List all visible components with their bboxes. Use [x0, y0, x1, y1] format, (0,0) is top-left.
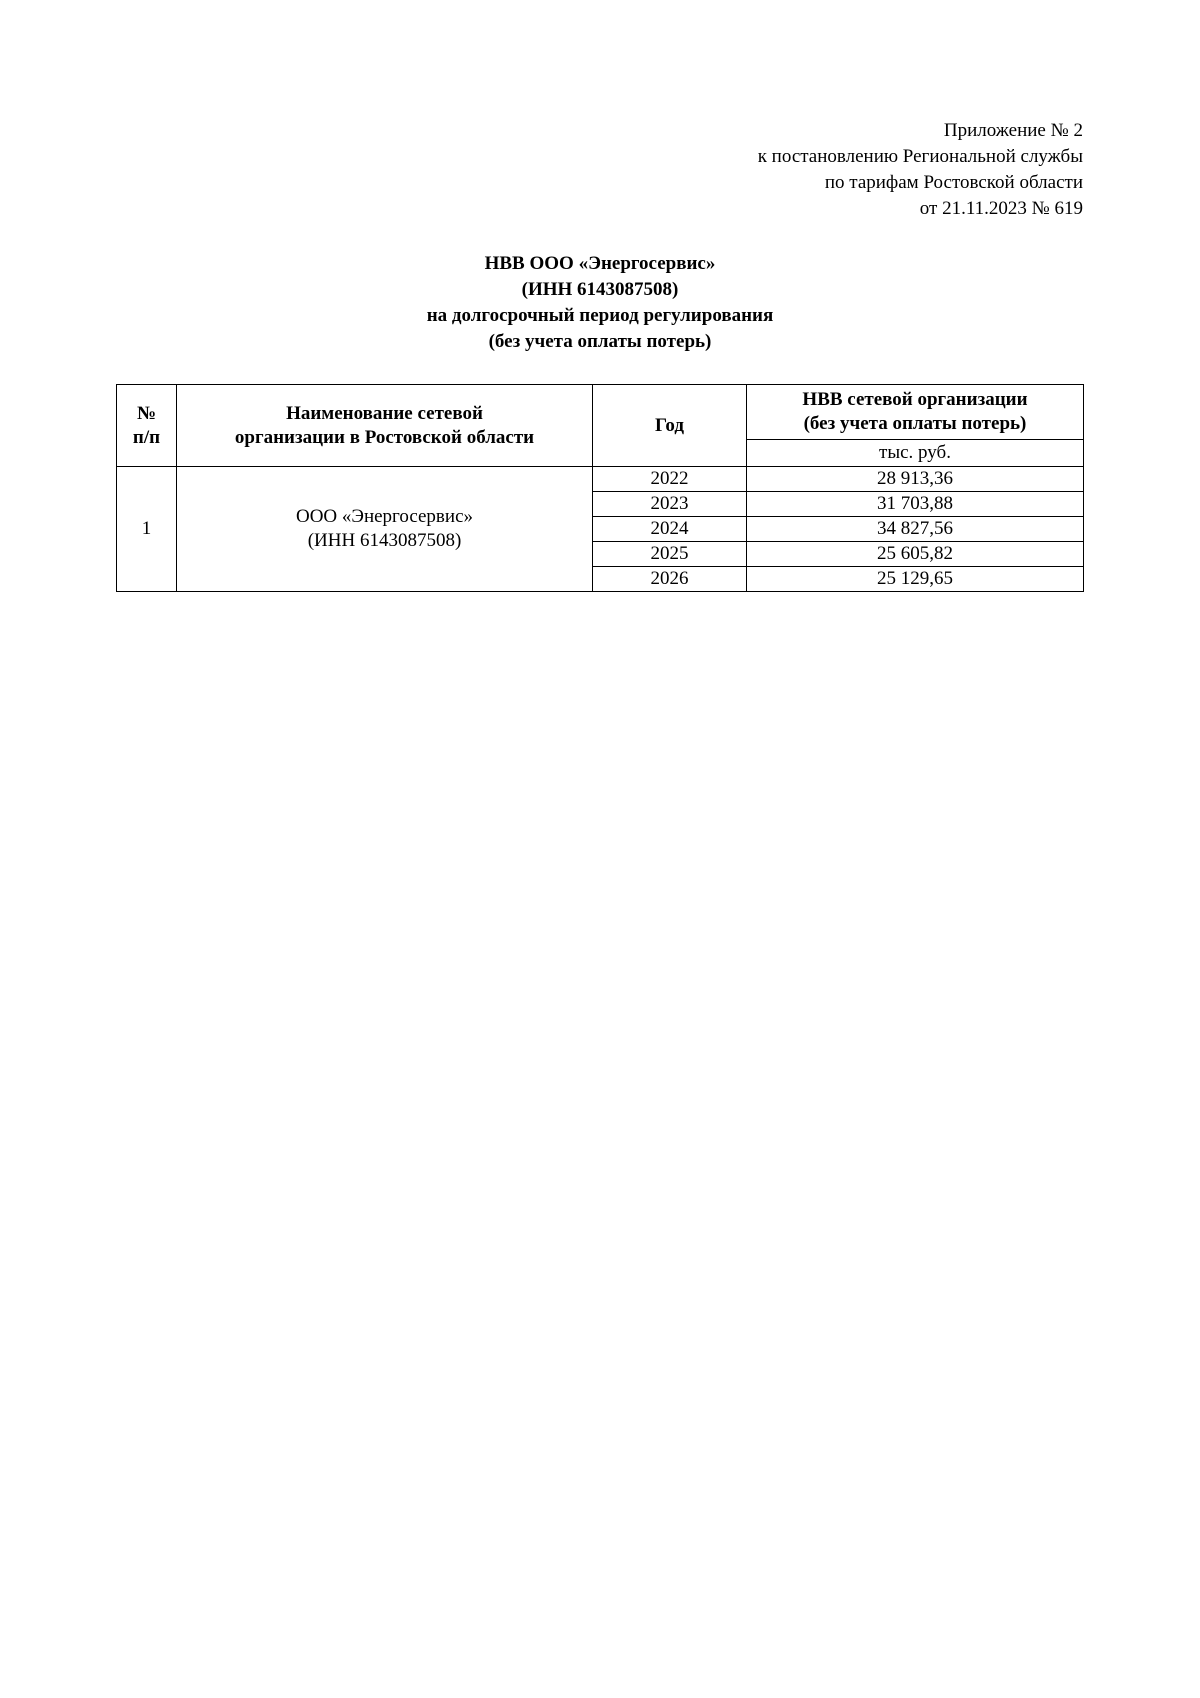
appendix-line: по тарифам Ростовской области [824, 172, 1083, 193]
value-cell: 28 913,36 [747, 467, 1084, 492]
value-cell: 25 129,65 [747, 567, 1084, 592]
row-org-line1: ООО «Энергосервис» [295, 506, 474, 527]
appendix-line: Приложение № 2 [943, 120, 1083, 141]
title-line: (ИНН 6143087508) [521, 279, 679, 300]
year-cell: 2023 [593, 492, 747, 517]
nvv-table [116, 384, 1084, 592]
header-num-line1: № [136, 402, 157, 424]
value-cell: 31 703,88 [747, 492, 1084, 517]
year-cell: 2026 [593, 567, 747, 592]
value-cell: 34 827,56 [747, 517, 1084, 542]
title-line: НВВ ООО «Энергосервис» [484, 253, 716, 274]
appendix-line: от 21.11.2023 № 619 [919, 198, 1083, 219]
header-num-line2: п/п [132, 426, 161, 448]
table-row [117, 467, 1084, 492]
value-cell: 25 605,82 [747, 542, 1084, 567]
year-cell: 2024 [593, 517, 747, 542]
header-nvv-line1: НВВ сетевой организации [802, 389, 1028, 410]
row-num: 1 [117, 467, 177, 592]
header-org-name [177, 385, 593, 467]
year-cell: 2022 [593, 467, 747, 492]
header-nvv [747, 385, 1084, 440]
appendix-line: к постановлению Региональной службы [757, 146, 1083, 167]
year-cell: 2025 [593, 542, 747, 567]
header-org-line1: Наименование сетевой [286, 402, 483, 424]
header-org-line2: организации в Ростовской области [234, 426, 535, 448]
document-title [0, 251, 1200, 355]
table-header-row [117, 385, 1084, 440]
row-org-name [177, 467, 593, 592]
header-num [117, 385, 177, 467]
header-unit: тыс. руб. [747, 440, 1084, 467]
appendix-block [758, 118, 1083, 222]
title-line: (без учета оплаты потерь) [488, 331, 712, 352]
row-org-line2: (ИНН 6143087508) [307, 530, 462, 551]
header-nvv-line2: (без учета оплаты потерь) [803, 413, 1027, 434]
header-year: Год [593, 385, 747, 467]
title-line: на долгосрочный период регулирования [426, 305, 774, 326]
